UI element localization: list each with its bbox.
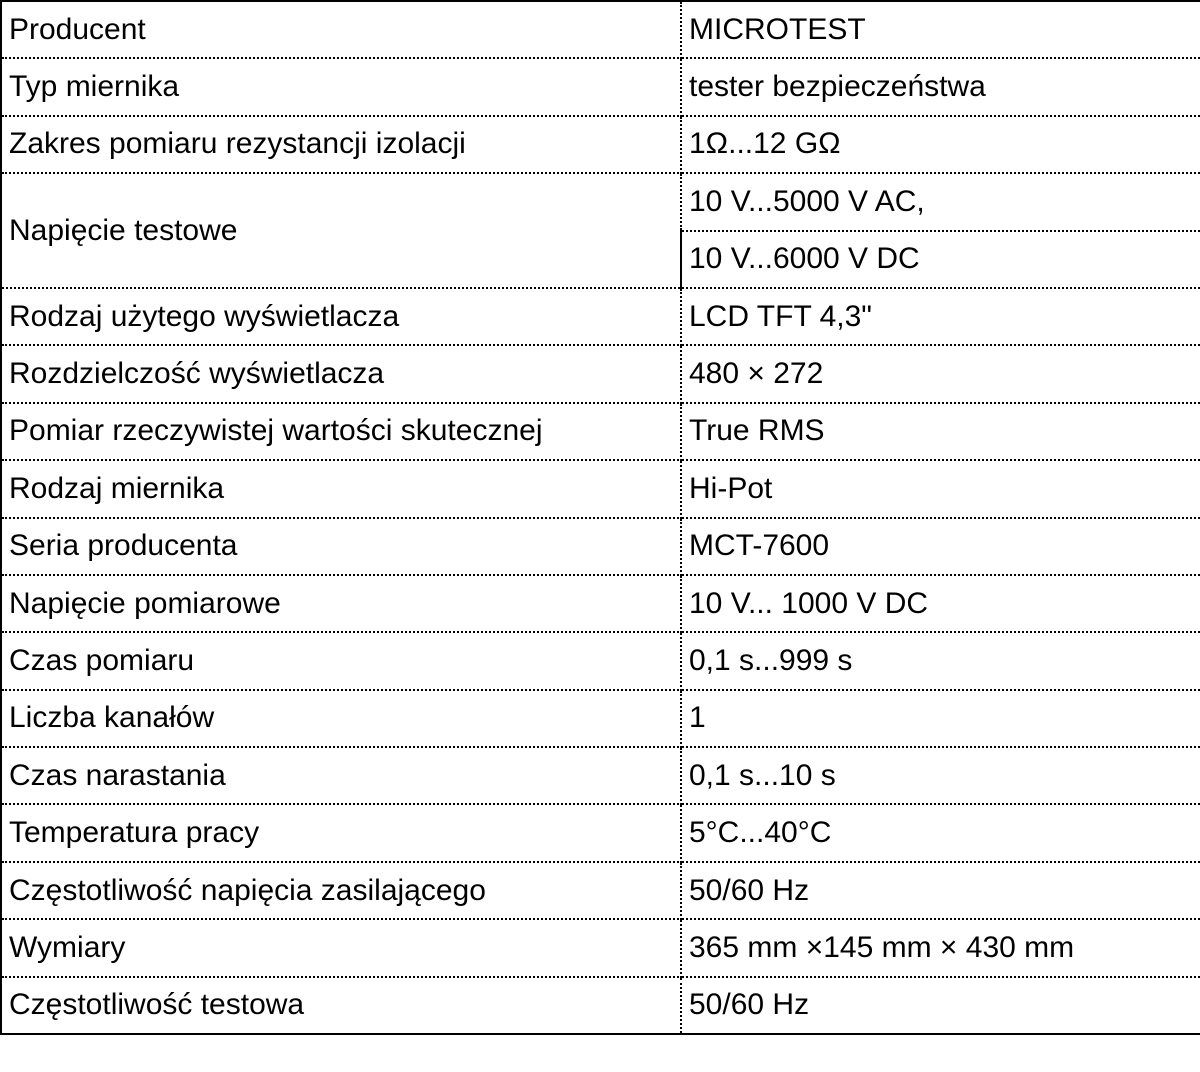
spec-value: 365 mm ×145 mm × 430 mm — [681, 919, 1200, 976]
table-row — [1, 632, 1200, 689]
spec-value: MICROTEST — [681, 1, 1200, 58]
spec-label: Napięcie pomiarowe — [1, 575, 681, 632]
table-row — [1, 403, 1200, 460]
table-row — [1, 460, 1200, 517]
table-row — [1, 977, 1200, 1034]
table-row — [1, 518, 1200, 575]
spec-value: 480 × 272 — [681, 345, 1200, 402]
spec-value: True RMS — [681, 403, 1200, 460]
spec-value: 1Ω...12 GΩ — [681, 116, 1200, 173]
table-row — [1, 747, 1200, 804]
table-row — [1, 288, 1200, 345]
spec-value: Hi-Pot — [681, 460, 1200, 517]
table-row — [1, 690, 1200, 747]
spec-label: Typ miernika — [1, 58, 681, 115]
spec-label: Liczba kanałów — [1, 690, 681, 747]
spec-value: 0,1 s...999 s — [681, 632, 1200, 689]
spec-value: 10 V...5000 V AC, — [681, 173, 1200, 230]
table-row — [1, 116, 1200, 173]
spec-label: Temperatura pracy — [1, 804, 681, 861]
table-row — [1, 345, 1200, 402]
table-row — [1, 173, 1200, 230]
spec-value: 10 V... 1000 V DC — [681, 575, 1200, 632]
spec-label: Częstotliwość napięcia zasilającego — [1, 862, 681, 919]
spec-value: 50/60 Hz — [681, 862, 1200, 919]
spec-value: 5°C...40°C — [681, 804, 1200, 861]
table-row — [1, 575, 1200, 632]
spec-label: Rodzaj miernika — [1, 460, 681, 517]
spec-label: Napięcie testowe — [1, 173, 681, 288]
spec-value: LCD TFT 4,3" — [681, 288, 1200, 345]
spec-label: Rozdzielczość wyświetlacza — [1, 345, 681, 402]
spec-label: Rodzaj użytego wyświetlacza — [1, 288, 681, 345]
spec-label: Częstotliwość testowa — [1, 977, 681, 1034]
spec-label: Seria producenta — [1, 518, 681, 575]
spec-label: Pomiar rzeczywistej wartości skutecznej — [1, 403, 681, 460]
spec-value: tester bezpieczeństwa — [681, 58, 1200, 115]
spec-value: 50/60 Hz — [681, 977, 1200, 1034]
spec-value: 10 V...6000 V DC — [681, 231, 1200, 288]
table-row — [1, 58, 1200, 115]
spec-label: Zakres pomiaru rezystancji izolacji — [1, 116, 681, 173]
spec-label: Wymiary — [1, 919, 681, 976]
table-row — [1, 804, 1200, 861]
table-row — [1, 1, 1200, 58]
spec-value: 1 — [681, 690, 1200, 747]
spec-value: MCT-7600 — [681, 518, 1200, 575]
spec-value: 0,1 s...10 s — [681, 747, 1200, 804]
spec-label: Producent — [1, 1, 681, 58]
table-row — [1, 919, 1200, 976]
spec-label: Czas narastania — [1, 747, 681, 804]
spec-label: Czas pomiaru — [1, 632, 681, 689]
table-row — [1, 862, 1200, 919]
